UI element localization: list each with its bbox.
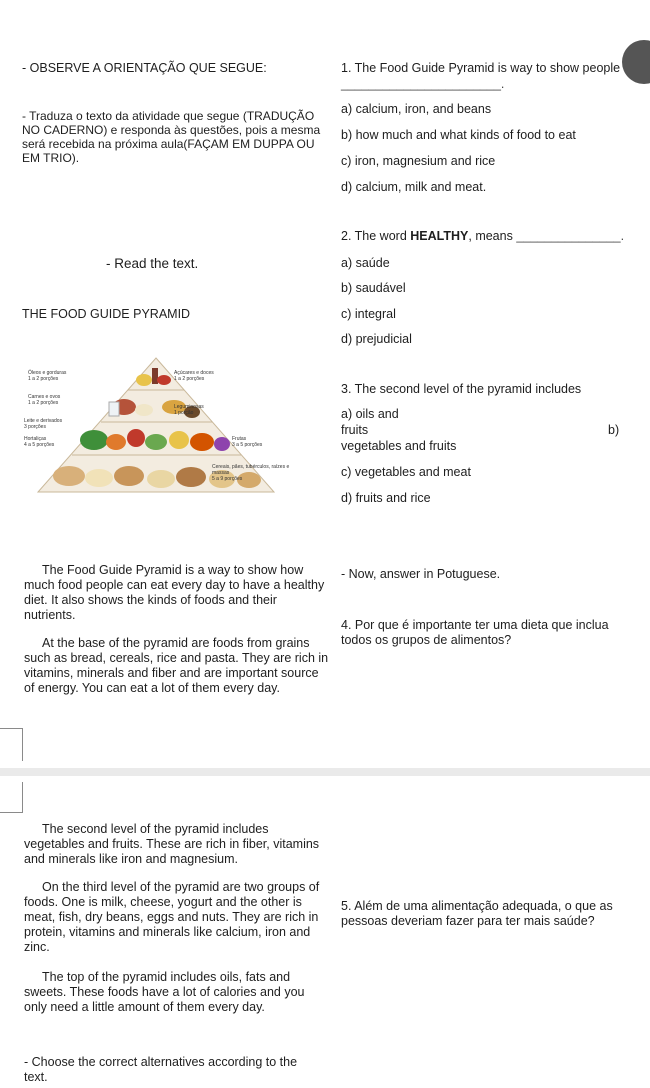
question-4: 4. Por que é importante ter uma dieta que inclua todos os grupos de alimentos?	[341, 618, 609, 647]
label-dairy: Leite e derivados	[24, 418, 63, 424]
label-meats-portions: 1 a 2 porções	[28, 400, 59, 406]
q1-option-d[interactable]: d) calcium, milk and meat.	[341, 180, 487, 194]
q2-option-b[interactable]: b) saudável	[341, 281, 406, 295]
page-edge-bottom	[0, 782, 23, 813]
label-dairy-portions: 3 porções	[24, 424, 46, 430]
label-fruits-portions: 3 a 5 porções	[232, 442, 263, 448]
question-1-blank: _______________________.	[341, 77, 505, 91]
page-edge-top	[0, 728, 23, 761]
answer-portuguese-label: - Now, answer in Potuguese.	[341, 567, 501, 581]
read-text-label: - Read the text.	[106, 256, 199, 271]
label-vegetables-portions: 4 a 5 porções	[24, 442, 55, 448]
question-3: 3. The second level of the pyramid includes	[341, 382, 582, 396]
q2-option-d[interactable]: d) prejudicial	[341, 332, 412, 346]
q1-option-a[interactable]: a) calcium, iron, and beans	[341, 102, 492, 116]
q2-option-c[interactable]: c) integral	[341, 307, 396, 321]
food-pyramid-image	[24, 352, 294, 502]
paragraph-third-level: On the third level of the pyramid are two groups of foods. One is milk, cheese, yogurt and the other is meat, fish, dry beans, eggs and nuts. They are rich in protein, vitamins and minerals like calcium, iron and zinc.	[24, 880, 320, 954]
label-legumes: Leguminosas	[174, 404, 204, 410]
paragraph-top-level: The top of the pyramid includes oils, fats and sweets. These foods have a lot of calories and you only need a little amount of them every day.	[24, 970, 305, 1014]
q3-option-b[interactable]: b)	[608, 423, 620, 437]
q1-option-b[interactable]: b) how much and what kinds of food to eat	[341, 128, 576, 142]
avatar	[622, 40, 650, 84]
instruction-observe: - OBSERVE A ORIENTAÇÃO QUE SEGUE:	[22, 61, 267, 75]
paragraph-base: At the base of the pyramid are foods from grains such as bread, cereals, rice and pasta. They are rich in vitamins, minerals and fiber and are important source of energy. You can eat a lot of them every day.	[24, 636, 329, 695]
paragraph-intro: The Food Guide Pyramid is a way to show how much food people can eat every day to have a healthy diet. It also shows the kinds of foods and their nutrients.	[24, 563, 325, 622]
label-meats: Carnes e ovos	[28, 394, 61, 400]
choose-instruction: - Choose the correct alternatives according to the text.	[24, 1055, 298, 1084]
q3-option-b-cont: vegetables and fruits	[341, 439, 457, 453]
page-separator	[0, 768, 650, 776]
label-sugars-portions: 1 a 2 porções	[174, 376, 205, 382]
q3-option-c[interactable]: c) vegetables and meat	[341, 465, 471, 479]
question-2	[341, 229, 624, 244]
q3-option-a[interactable]: a) oils and	[341, 407, 399, 421]
q2-suffix: , means	[468, 229, 513, 243]
label-oils-portions: 1 a 2 porções	[28, 376, 59, 382]
q1-option-c[interactable]: c) iron, magnesium and rice	[341, 154, 496, 168]
instruction-translate: - Traduza o texto da atividade que segue (TRADUÇÃO NO CADERNO) e responda às questões, pois a mesma será recebida na próxima aula(FAÇAM EM DUPPA OU EM TRIO).	[22, 109, 321, 165]
q2-option-a[interactable]: a) saúde	[341, 256, 390, 270]
q3-option-d[interactable]: d) fruits and rice	[341, 491, 431, 505]
label-sugars: Açúcares e doces	[174, 370, 214, 376]
label-cereals-portions: 5 a 9 porções	[212, 476, 243, 482]
label-vegetables: Hortaliças	[24, 436, 47, 442]
q2-word: HEALTHY	[410, 229, 469, 243]
label-cereals: Cereais, pães, tubérculos, raízes e massas	[212, 464, 290, 476]
q2-prefix: 2. The word	[341, 229, 411, 243]
label-legumes-portions: 1 porção	[174, 410, 194, 416]
q2-blank: _______________.	[516, 229, 625, 243]
paragraph-second-level: The second level of the pyramid includes vegetables and fruits. These are rich in fiber, vitamins and minerals like iron and magnesium.	[24, 822, 320, 866]
label-fruits: Frutas	[232, 436, 247, 442]
label-oils: Óleos e gorduras	[28, 370, 67, 376]
question-1: 1. The Food Guide Pyramid is way to show people	[341, 61, 621, 75]
question-5: 5. Além de uma alimentação adequada, o que as pessoas deveriam fazer para ter mais saúde?	[341, 899, 613, 928]
q3-option-a-cont: fruits	[341, 423, 369, 437]
text-title: THE FOOD GUIDE PYRAMID	[22, 307, 191, 321]
